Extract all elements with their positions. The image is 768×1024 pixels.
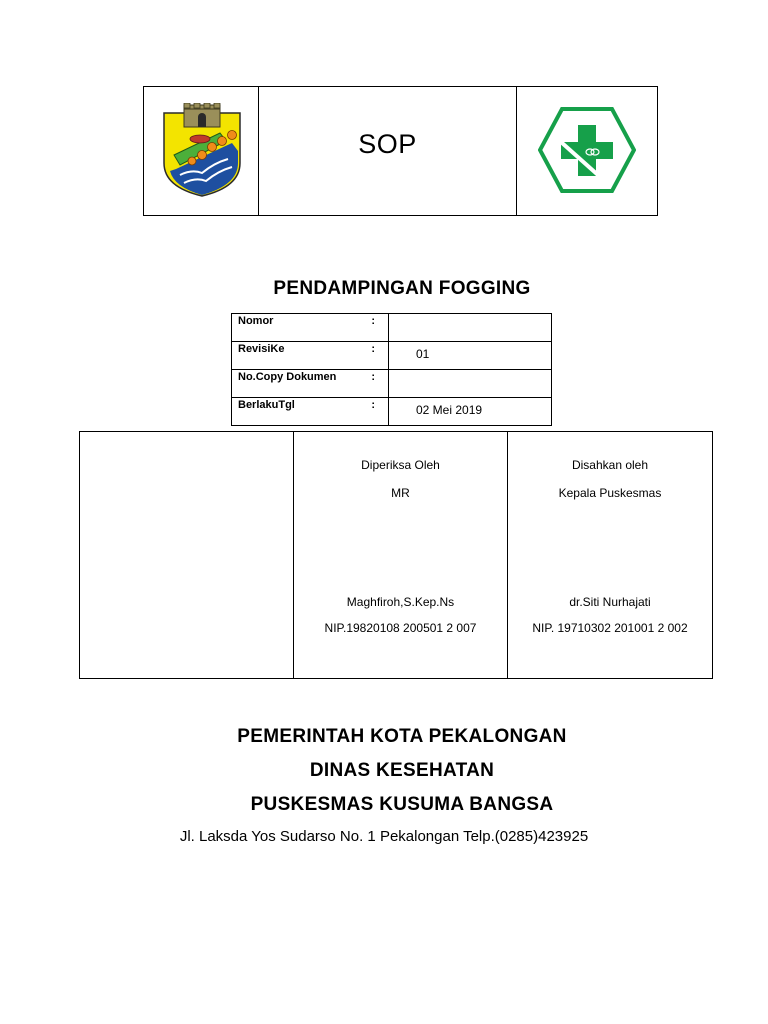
info-row-revisi (232, 342, 552, 370)
header-right-cell (517, 87, 658, 215)
footer-address-text: Jl. Laksda Yos Sudarso No. 1 Pekalongan Telp.(0285)423925 (179, 828, 589, 845)
info-label-text: BerlakuTgl (238, 399, 295, 411)
signature-table (79, 431, 713, 679)
info-label (232, 370, 380, 398)
footer-address (0, 828, 768, 845)
checked-role: MR (391, 486, 410, 500)
header-title-cell (259, 87, 517, 215)
info-label (232, 398, 380, 426)
footer-line-2-text: DINAS KESEHATAN (309, 760, 495, 781)
info-label (232, 342, 380, 370)
info-spacer (379, 370, 389, 398)
checked-nip: NIP.19820108 200501 2 007 (324, 621, 477, 635)
city-crest-logo (162, 103, 242, 197)
footer-line-1-text: PEMERINTAH KOTA PEKALONGAN (237, 726, 567, 747)
info-label-text: Nomor (238, 315, 274, 327)
info-colon: : (371, 343, 375, 355)
info-row-copy (232, 370, 552, 398)
info-label-text: RevisiKe (238, 343, 285, 355)
document-title-text: PENDAMPINGAN FOGGING (273, 278, 531, 299)
info-colon: : (371, 371, 375, 383)
footer-line-3-text: PUSKESMAS KUSUMA BANGSA (250, 794, 554, 815)
approved-name: dr.Siti Nurhajati (569, 595, 651, 609)
info-colon: : (371, 315, 375, 327)
info-value (389, 314, 552, 342)
info-value: 01 (389, 342, 552, 370)
info-spacer (379, 342, 389, 370)
info-row-berlaku (232, 398, 552, 426)
info-value: 02 Mei 2019 (389, 398, 552, 426)
signature-checked-cell (294, 432, 508, 678)
puskesmas-logo (538, 105, 636, 195)
info-value (389, 370, 552, 398)
footer-line-3 (0, 794, 768, 816)
info-row-nomor (232, 314, 552, 342)
footer-line-1 (0, 726, 768, 748)
signature-approved-cell (508, 432, 712, 678)
info-label-text: No.Copy Dokumen (238, 371, 337, 383)
approved-role: Kepala Puskesmas (558, 486, 662, 500)
signature-empty-cell (80, 432, 294, 678)
info-spacer (379, 314, 389, 342)
checked-name: Maghfiroh,S.Kep.Ns (346, 595, 455, 609)
header-table (143, 86, 658, 216)
approved-heading: Disahkan oleh (571, 458, 649, 472)
checked-heading: Diperiksa Oleh (361, 458, 440, 472)
document-title (0, 278, 768, 300)
document-info-table (231, 313, 552, 426)
approved-nip: NIP. 19710302 201001 2 002 (532, 621, 688, 635)
sop-label: SOP (358, 128, 417, 159)
info-spacer (379, 398, 389, 426)
info-label (232, 314, 380, 342)
footer-line-2 (0, 760, 768, 782)
info-colon: : (371, 399, 375, 411)
header-left-cell (144, 87, 259, 215)
